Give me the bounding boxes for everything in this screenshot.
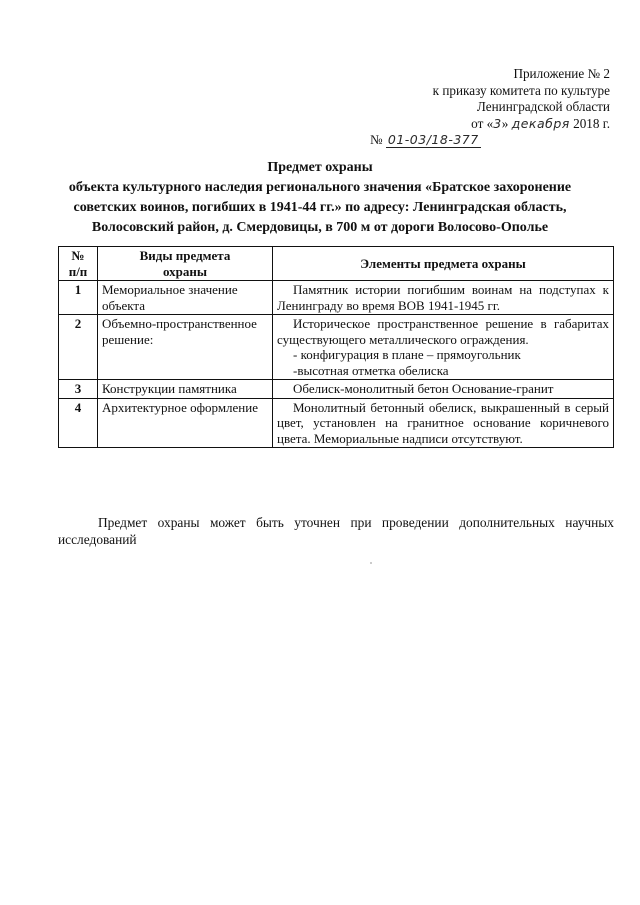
appendix-region: Ленинградской области bbox=[476, 99, 610, 114]
protection-table bbox=[58, 246, 614, 448]
title-heading: Предмет охраны bbox=[267, 160, 373, 175]
row-num: 4 bbox=[59, 398, 98, 448]
title-line-2: объекта культурного наследия регионального значения «Братское захоронение bbox=[68, 180, 572, 195]
title-line-4: Волосовский район, д. Смердовицы, в 700 м от дороги Волосово-Ополье bbox=[91, 220, 549, 235]
document-title bbox=[40, 158, 600, 238]
row-kind: Конструкции памятника bbox=[98, 380, 273, 399]
row-elements: Монолитный бетонный обелиск, выкрашенный в серый цвет, установлен на гранитное основание коричневого цвета. Мемориальные надписи отсутствуют. bbox=[273, 398, 614, 448]
row-kind: Архитектурное оформление bbox=[98, 398, 273, 448]
table-row bbox=[59, 315, 614, 380]
title-line-3: советских воинов, погибших в 1941-44 гг.» по адресу: Ленинградская область, bbox=[73, 200, 567, 215]
appendix-order-ref: к приказу комитета по культуре bbox=[432, 82, 610, 98]
table-row bbox=[59, 281, 614, 315]
scan-speck bbox=[370, 562, 372, 564]
row-elements: Историческое пространственное решение в габаритах существующего металлического ограждения. - конфигурация в плане – прямоугольник -высотная отметка обелиска bbox=[273, 315, 614, 380]
header-num: № п/п bbox=[59, 247, 98, 281]
appendix-header bbox=[370, 66, 610, 149]
table-header-row bbox=[59, 247, 614, 281]
header-kind: Виды предмета охраны bbox=[98, 247, 273, 281]
table-row bbox=[59, 380, 614, 399]
row-kind: Мемориальное значение объекта bbox=[98, 281, 273, 315]
row-num: 1 bbox=[59, 281, 98, 315]
row-kind: Объемно-пространственное решение: bbox=[98, 315, 273, 380]
row-elements: Обелиск-монолитный бетон Основание-гранит bbox=[273, 380, 614, 399]
row-num: 2 bbox=[59, 315, 98, 380]
handwritten-day: 3 bbox=[493, 115, 502, 131]
appendix-number: № 01-03/18-377 bbox=[370, 132, 479, 147]
appendix-date: от «3» декабря 2018 г. bbox=[471, 115, 610, 131]
handwritten-month: декабря bbox=[511, 115, 570, 131]
table-row bbox=[59, 398, 614, 448]
row-num: 3 bbox=[59, 380, 98, 399]
row-elements: Памятник истории погибшим воинам на подступах к Ленинграду во время ВОВ 1941-1945 гг. bbox=[273, 281, 614, 315]
footer-text: Предмет охраны может быть уточнен при проведении дополнительных научных исследований bbox=[58, 515, 614, 547]
footer-note bbox=[58, 514, 614, 548]
header-elements: Элементы предмета охраны bbox=[273, 247, 614, 281]
handwritten-number: 01-03/18-377 bbox=[387, 132, 479, 147]
appendix-title: Приложение № 2 bbox=[513, 66, 610, 81]
